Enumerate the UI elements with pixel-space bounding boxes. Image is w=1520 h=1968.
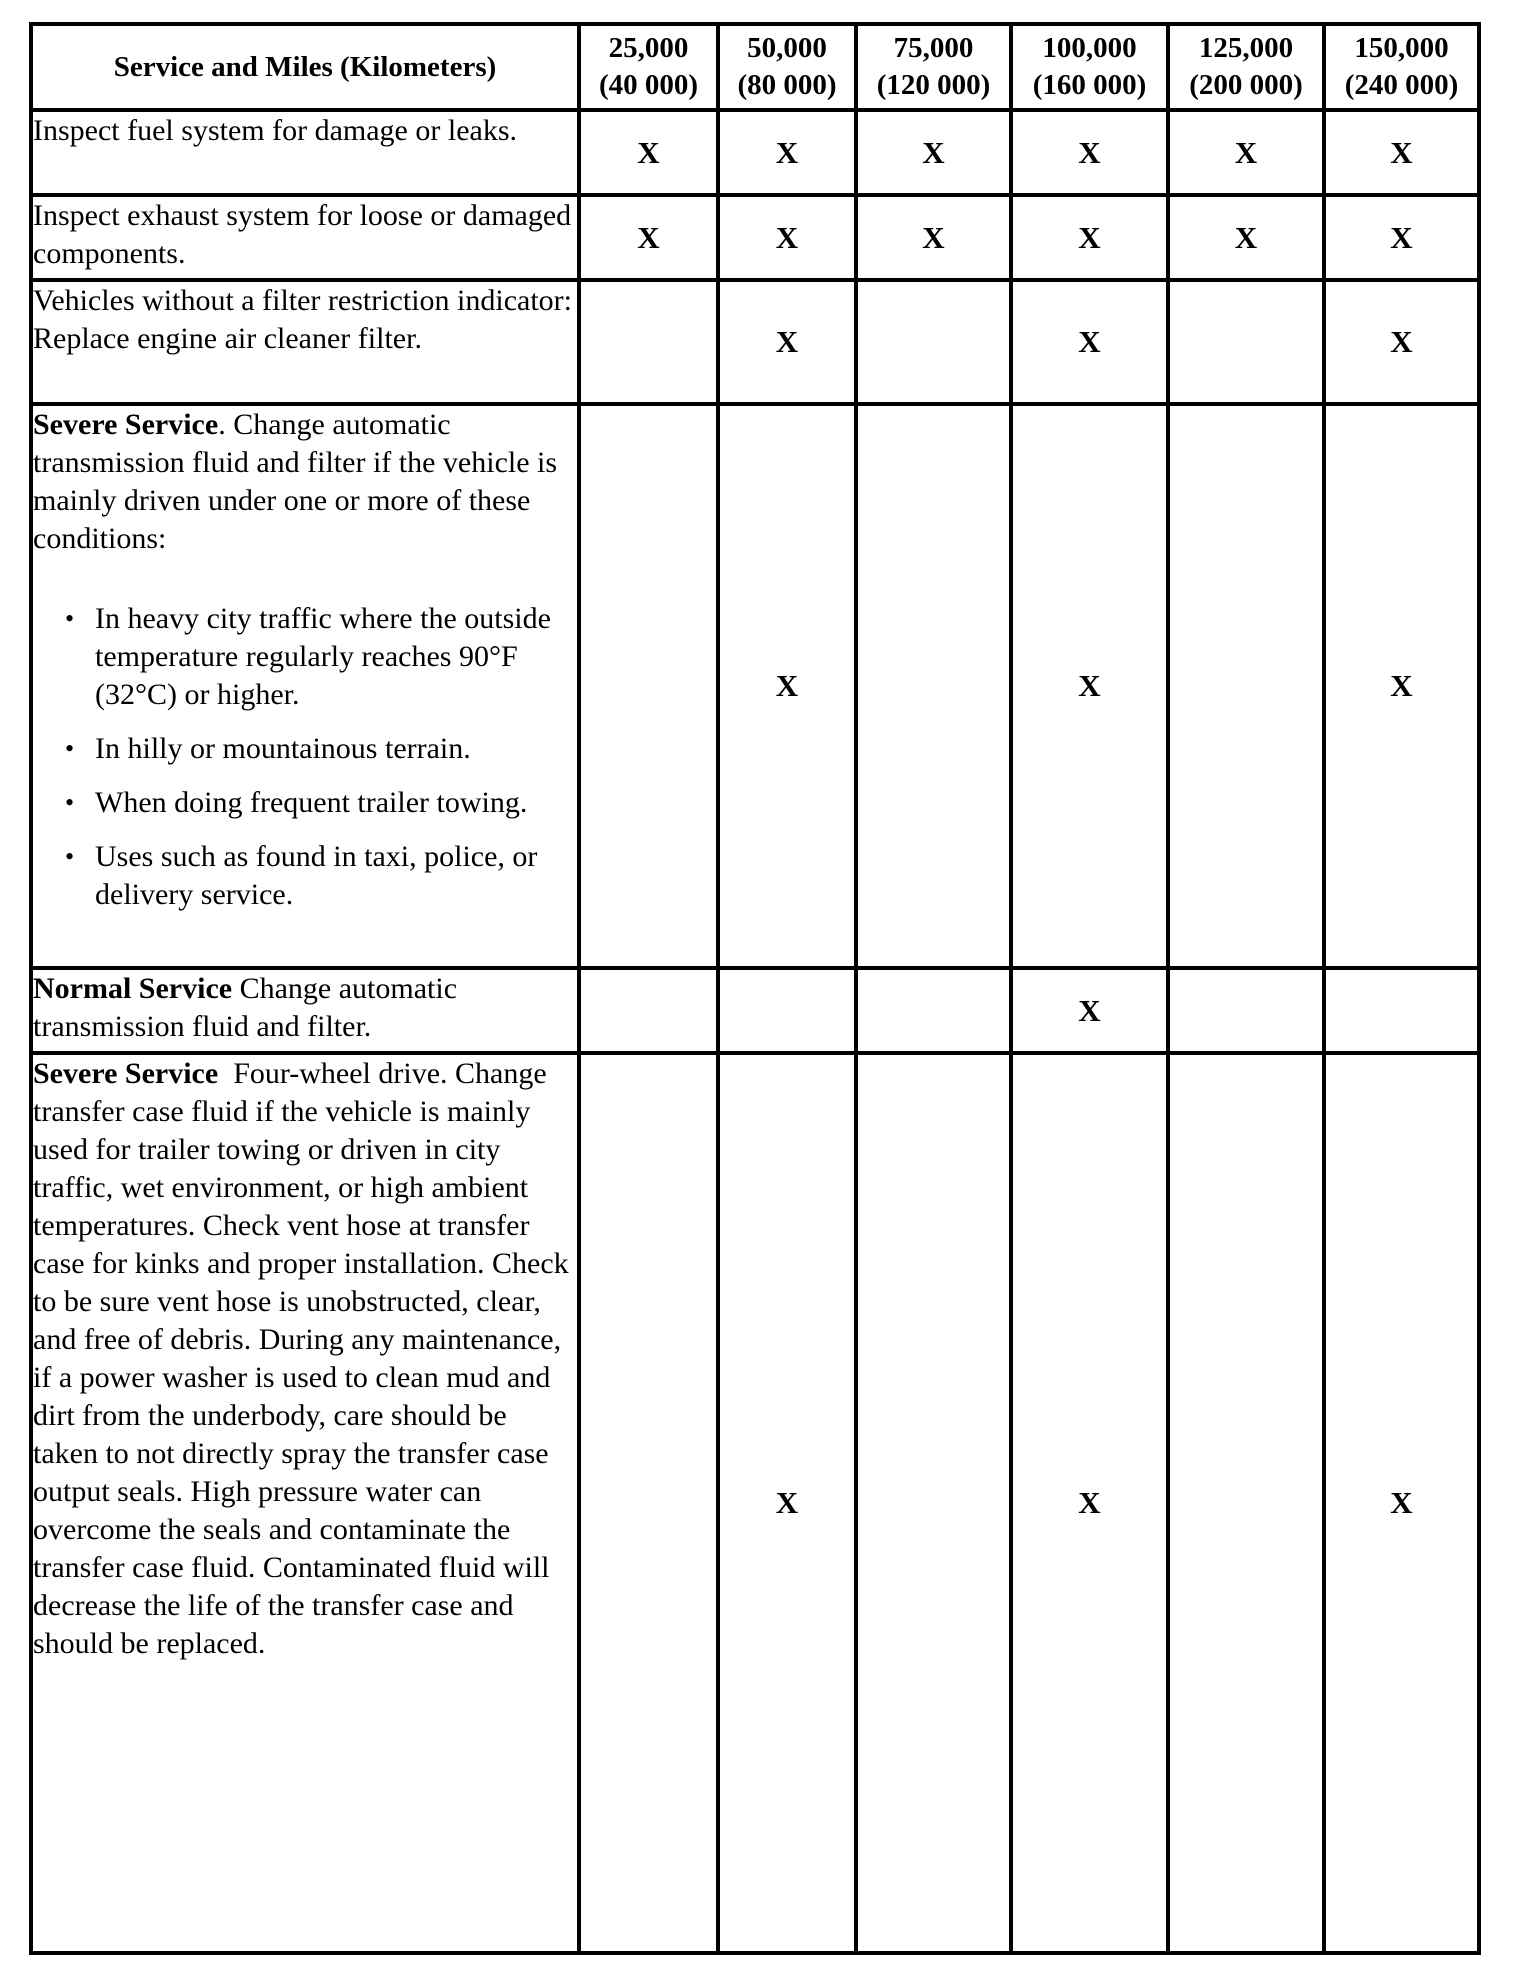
service-description — [31, 968, 579, 1053]
interval-mark — [1168, 404, 1324, 968]
maintenance-schedule-table — [29, 22, 1481, 1955]
service-type-label: Severe Service — [33, 1057, 219, 1090]
interval-header — [1324, 24, 1479, 110]
interval-mark — [856, 1053, 1011, 1953]
interval-km: (200 000) — [1189, 69, 1303, 101]
interval-mark: X — [856, 110, 1011, 195]
interval-mark — [1168, 968, 1324, 1053]
interval-header — [579, 24, 718, 110]
condition-text: In hilly or mountainous terrain. — [95, 732, 471, 765]
interval-mark: X — [1011, 968, 1168, 1053]
condition-text: Uses such as found in taxi, police, or delivery service. — [95, 840, 538, 911]
service-text: Four-wheel drive. Change transfer case fluid if the vehicle is mainly used for trailer towing or driven in city traffic, wet environment, or high ambient temperatures. Check vent hose at transfer case for kinks and proper installation. Check to be sure vent hose is unobstructed, clear, and free of debris. During any maintenance, if a power washer is used to clean mud and dirt from the underbody, care should be taken to not directly spray the transfer case output seals. High pressure water can overcome the seals and contaminate the transfer case fluid. Contaminated fluid will decrease the life of the transfer case and should be replaced. — [33, 1057, 577, 1660]
interval-mark: X — [718, 404, 856, 968]
bullet-icon: • — [65, 604, 75, 633]
interval-miles: 75,000 — [893, 32, 974, 64]
service-type-label: Severe Service — [33, 408, 219, 441]
interval-mark: X — [1011, 195, 1168, 280]
interval-mark — [856, 968, 1011, 1053]
table-row — [31, 280, 1479, 404]
interval-header — [1011, 24, 1168, 110]
interval-header — [718, 24, 856, 110]
table-row — [31, 968, 1479, 1053]
interval-header — [856, 24, 1011, 110]
interval-mark — [579, 280, 718, 404]
table-row — [31, 404, 1479, 968]
interval-mark: X — [1324, 404, 1479, 968]
service-text: Change automatic transmission fluid and filter. — [33, 972, 458, 1043]
service-text: . Change automatic transmission fluid and filter if the vehicle is mainly driven under one or more of these conditions: — [33, 408, 558, 555]
interval-mark: X — [718, 280, 856, 404]
interval-miles: 100,000 — [1042, 32, 1137, 64]
interval-mark: X — [718, 110, 856, 195]
table-row — [31, 1053, 1479, 1953]
condition-text: When doing frequent trailer towing. — [95, 786, 528, 819]
interval-miles: 50,000 — [747, 32, 827, 64]
interval-mark: X — [1011, 280, 1168, 404]
list-item — [65, 600, 577, 714]
list-item — [65, 730, 577, 768]
service-type-label: Normal Service — [33, 972, 233, 1005]
interval-mark: X — [579, 195, 718, 280]
interval-mark: X — [718, 195, 856, 280]
interval-km: (160 000) — [1032, 69, 1147, 101]
interval-mark: X — [1011, 110, 1168, 195]
service-description: Inspect fuel system for damage or leaks. — [31, 110, 579, 195]
bullet-icon: • — [65, 734, 75, 763]
interval-km: (240 000) — [1344, 69, 1459, 101]
interval-mark: X — [1011, 404, 1168, 968]
interval-header — [1168, 24, 1324, 110]
condition-text: In heavy city traffic where the outside temperature regularly reaches 90°F (32°C) or higher. — [95, 602, 551, 711]
interval-mark: X — [1324, 195, 1479, 280]
interval-mark — [579, 1053, 718, 1953]
interval-miles: 150,000 — [1354, 32, 1449, 64]
service-description — [31, 404, 579, 968]
table-row — [31, 110, 1479, 195]
interval-mark: X — [1324, 280, 1479, 404]
interval-mark: X — [1011, 1053, 1168, 1953]
interval-mark — [856, 404, 1011, 968]
interval-mark: X — [856, 195, 1011, 280]
interval-mark — [579, 968, 718, 1053]
interval-mark — [1324, 968, 1479, 1053]
interval-mark — [856, 280, 1011, 404]
interval-mark: X — [1324, 110, 1479, 195]
table-row — [31, 195, 1479, 280]
interval-mark — [718, 968, 856, 1053]
interval-miles: 125,000 — [1198, 32, 1294, 64]
interval-mark — [1168, 280, 1324, 404]
interval-mark: X — [579, 110, 718, 195]
interval-mark: X — [1168, 110, 1324, 195]
bullet-icon: • — [65, 842, 75, 871]
header-row — [31, 24, 1479, 110]
service-header: Service and Miles (Kilometers) — [31, 24, 579, 110]
service-description: Inspect exhaust system for loose or damaged components. — [31, 195, 579, 280]
list-item — [65, 838, 577, 914]
condition-list — [33, 600, 577, 914]
interval-mark: X — [1168, 195, 1324, 280]
list-item — [65, 784, 577, 822]
interval-mark: X — [1324, 1053, 1479, 1953]
bullet-icon: • — [65, 788, 75, 817]
interval-miles: 25,000 — [608, 32, 689, 64]
service-description: Vehicles without a filter restriction indicator: Replace engine air cleaner filter. — [31, 280, 579, 404]
interval-km: (40 000) — [598, 69, 699, 101]
interval-mark — [579, 404, 718, 968]
interval-mark: X — [718, 1053, 856, 1953]
interval-mark — [1168, 1053, 1324, 1953]
service-description — [31, 1053, 579, 1953]
interval-km: (80 000) — [737, 69, 837, 101]
interval-km: (120 000) — [876, 69, 991, 101]
